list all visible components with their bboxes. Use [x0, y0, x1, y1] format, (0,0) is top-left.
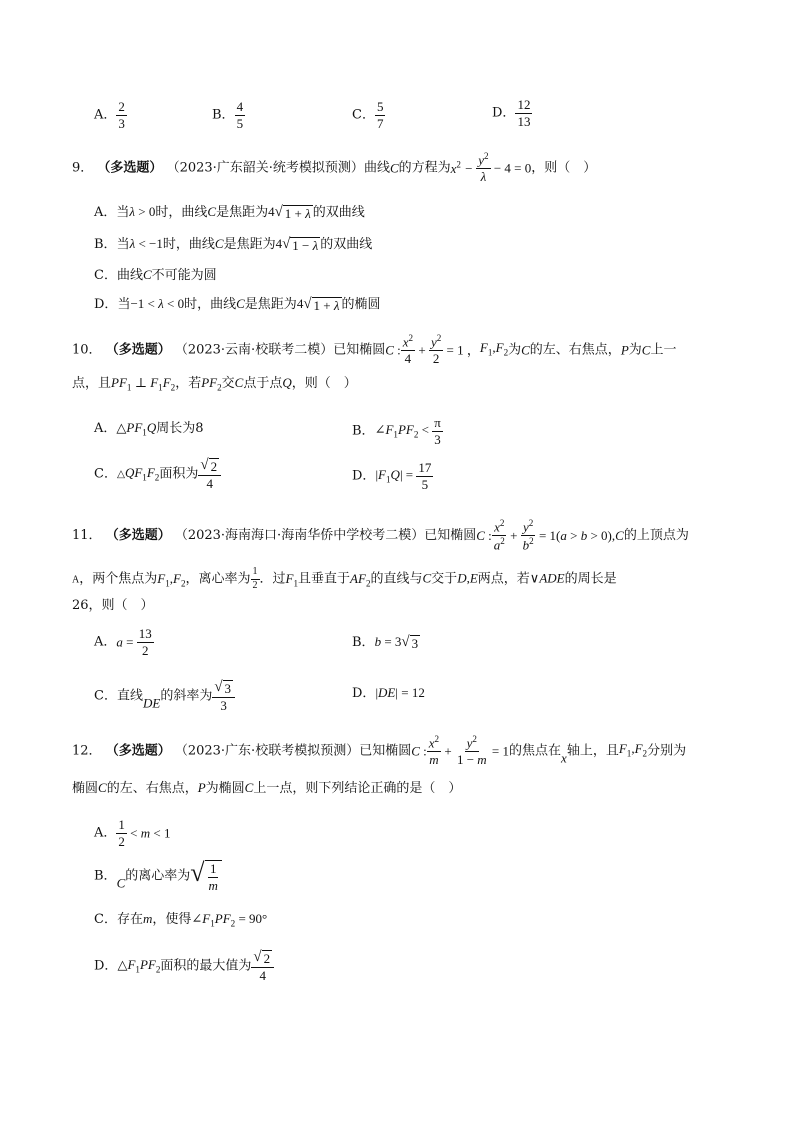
- math: $\angle F_1PF_2 = 90^\circ$: [191, 911, 268, 929]
- option-text: 的双曲线: [320, 237, 373, 252]
- math: λ < −1: [129, 236, 163, 251]
- denominator: 7: [376, 115, 384, 131]
- option-text: 是焦距为: [244, 297, 297, 312]
- math-C: C :: [476, 527, 492, 543]
- stem-text: ，若: [175, 376, 202, 391]
- stem-text: 交于: [431, 571, 458, 587]
- math-DE: DE: [142, 695, 161, 711]
- q10-stem: [72, 334, 676, 366]
- math: $\triangle F_1PF_2$: [117, 956, 161, 975]
- q9-option-a: [94, 205, 365, 221]
- fraction: [375, 100, 386, 130]
- q12-option-c: [94, 912, 267, 929]
- option-label: A．: [94, 634, 117, 650]
- option-label: D．: [94, 297, 118, 312]
- stem-text: ，则（ ）: [291, 376, 357, 391]
- math-C: C: [422, 570, 432, 586]
- q9-stem: [72, 152, 596, 184]
- math: $\angle F_1PF_2$ <: [374, 421, 429, 440]
- math: ∨ADE: [529, 570, 565, 586]
- math-plus: +: [441, 743, 455, 759]
- fraction: $\frac{y^2}{\lambda}$: [478, 151, 489, 184]
- option-text: 当: [116, 237, 130, 252]
- option-label: D．: [352, 686, 376, 701]
- question-number: 11．: [72, 527, 102, 543]
- math: $\triangle PF_1Q$: [116, 420, 157, 438]
- q11-option-b: [352, 635, 420, 651]
- stem-text: 的周长是: [564, 571, 617, 587]
- q11-option-d: [352, 686, 425, 700]
- math: D,E: [457, 570, 478, 586]
- stem-text: 已知椭圆: [424, 527, 477, 543]
- stem-text: 轴上，且: [566, 743, 619, 759]
- question-source: （2023·广东韶关·统考模拟预测）: [166, 160, 364, 176]
- option-label: C．: [94, 466, 117, 482]
- q9-option-c: [94, 268, 217, 282]
- math: $F_1,F_2$: [618, 741, 648, 760]
- q12-stem: [72, 735, 686, 767]
- math: |DE| = 12: [375, 685, 425, 700]
- option-label: B．: [94, 868, 117, 884]
- fraction: $\frac{y^2}{2}$: [430, 333, 442, 366]
- option-text: 是焦距为: [216, 205, 269, 220]
- math-C: C: [521, 342, 530, 358]
- math: −1 < λ < 0: [130, 296, 185, 311]
- fraction: $\frac{x^2}{a^2}$: [493, 518, 505, 553]
- math-P: P: [620, 342, 629, 358]
- fraction: $\frac{17}{5}$: [418, 460, 432, 492]
- math-eq: = 1 ，: [443, 342, 480, 358]
- stem-text: 且垂直于: [298, 571, 351, 587]
- q10-option-a: [94, 421, 204, 438]
- math: $\triangle QF_1F_2$: [116, 464, 160, 483]
- option-text: 的离心率为: [125, 868, 191, 884]
- stem-text: 椭圆: [72, 781, 99, 796]
- numerator: 4: [236, 99, 244, 114]
- fraction: $\frac{13}{2}$: [138, 626, 152, 658]
- option-label: D．: [352, 468, 376, 484]
- math: b = 3 √ 3: [374, 634, 419, 652]
- stem-text: 的左、右焦点，: [529, 342, 621, 358]
- math-P: P: [197, 780, 206, 795]
- math-sqrt: 4 √ 1 + λ: [296, 296, 340, 314]
- stem-text: 为: [628, 342, 642, 358]
- option-text: 周长为8: [156, 421, 204, 436]
- option-text: 是焦距为: [223, 237, 276, 252]
- math-C: C: [389, 160, 399, 176]
- math-C: C: [142, 267, 152, 282]
- math-sqrt: 4 √ 1 − λ: [275, 236, 319, 254]
- math: $|F_1Q|$ =: [375, 466, 417, 485]
- math-foci: $F_1,F_2$: [479, 340, 509, 359]
- option-label: C．: [94, 912, 117, 927]
- stem-text: 已知椭圆: [359, 743, 412, 759]
- q12-option-a: [94, 818, 170, 848]
- question-source: （2023·广东·校联考模拟预测）: [174, 743, 360, 759]
- stem-text: ，两个焦点为: [79, 571, 158, 587]
- option-label: D．: [492, 105, 516, 121]
- math: λ > 0: [129, 204, 156, 219]
- math-C: C: [214, 236, 224, 251]
- q10-option-c: [94, 458, 221, 490]
- fraction: $\frac{1}{2}$: [252, 566, 258, 591]
- option-text: 当: [116, 205, 130, 220]
- option-label: B．: [352, 423, 375, 439]
- math-C: C: [116, 875, 126, 891]
- math-A: A: [72, 574, 80, 586]
- fraction: [515, 98, 532, 128]
- question-tag: （多选题）: [105, 527, 171, 543]
- stem-text: 的左、右焦点，: [106, 781, 198, 796]
- q8-option-c: [352, 100, 385, 130]
- option-text: 直线: [116, 688, 143, 704]
- option-label: A．: [94, 205, 117, 220]
- math-C: C: [207, 204, 217, 219]
- math: $PF_2$: [201, 375, 222, 393]
- option-label: C．: [94, 688, 117, 704]
- denominator: 3: [118, 115, 125, 131]
- question-number: 10．: [72, 342, 102, 358]
- fraction: $\frac{\pi}{3}$: [434, 415, 441, 447]
- stem-text: 已知椭圆: [333, 342, 386, 358]
- q10-option-d: [352, 461, 433, 491]
- stem-text: 的上顶点为: [623, 527, 689, 543]
- fraction: $\frac{x^2}{m}$: [428, 734, 440, 767]
- question-tag: （多选题）: [105, 342, 171, 358]
- q12-stem-line2: [72, 781, 461, 795]
- fraction: √ 3 3: [212, 680, 235, 712]
- q11-stem-line2: [72, 567, 617, 591]
- option-label: D．: [94, 958, 118, 974]
- option-text: 的椭圆: [341, 297, 381, 312]
- math-equation: $x^2$ −: [450, 159, 477, 176]
- option-label: A．: [94, 107, 117, 123]
- math-C: C: [234, 375, 244, 390]
- option-label: A．: [94, 825, 117, 841]
- stem-text: 曲线: [363, 160, 390, 176]
- stem-text: 为椭圆: [205, 781, 245, 796]
- option-label: B．: [94, 237, 117, 252]
- fraction: $\frac{y^2}{b^2}$: [522, 518, 534, 553]
- stem-text: ，离心率为: [185, 571, 251, 587]
- option-label: C．: [352, 107, 375, 123]
- q10-option-b: [352, 416, 443, 446]
- q11-stem-line3: [72, 599, 154, 612]
- question-tag: （多选题）: [105, 743, 171, 759]
- question-source: （2023·云南·校联考二模）: [174, 342, 334, 358]
- option-text: 当: [117, 297, 131, 312]
- q10-stem-line2: [72, 376, 357, 393]
- question-number: 12．: [72, 743, 102, 759]
- math-C: C :: [411, 743, 427, 759]
- stem-text: 交: [221, 376, 235, 391]
- q11-option-a: [94, 627, 154, 657]
- stem-text: 上一点，则下列结论正确的是（ ）: [253, 781, 462, 796]
- stem-text: 26，则（ ）: [72, 598, 154, 613]
- option-label: B．: [352, 635, 375, 650]
- math: $F_1,F_2$: [157, 570, 186, 589]
- math: $F_1$: [285, 570, 299, 589]
- math-x: x: [561, 750, 567, 766]
- stem-text: 点于点: [243, 376, 283, 391]
- stem-text: 分别为: [647, 743, 687, 759]
- option-text: 时，曲线: [184, 297, 237, 312]
- numerator: 5: [376, 99, 384, 114]
- option-label: B．: [212, 107, 235, 123]
- math-sqrt: √ $\frac{1}{m}$: [190, 860, 222, 892]
- math-Q: Q: [282, 375, 292, 390]
- option-text: 面积为: [159, 466, 199, 482]
- option-text: 时，曲线: [155, 205, 208, 220]
- option-text: 的双曲线: [312, 205, 365, 220]
- question-source: （2023·海南海口·海南华侨中学校考二模）: [174, 527, 425, 543]
- stem-text: 的焦点在: [509, 743, 562, 759]
- math-condition: = 1(a > b > 0),C: [535, 527, 624, 543]
- math-m: m: [142, 911, 153, 926]
- fraction: [116, 100, 127, 130]
- math-C: C :: [385, 342, 401, 358]
- option-text: ，使得: [152, 912, 192, 927]
- stem-text: 为: [508, 342, 522, 358]
- stem-text: 两点，若: [477, 571, 530, 587]
- stem-text: 点，且: [72, 376, 112, 391]
- q12-option-b: [94, 860, 222, 892]
- numerator: 2: [118, 99, 125, 114]
- math-C: C: [236, 296, 245, 311]
- stem-text: ，则（ ）: [531, 160, 597, 176]
- math-equation-rest: − 4 = 0: [490, 160, 532, 176]
- stem-text: 的直线与: [370, 571, 423, 587]
- option-text: 存在: [116, 912, 143, 927]
- math: < m < 1: [126, 825, 171, 841]
- fraction: $\frac{1}{2}$: [118, 817, 125, 849]
- q9-option-d: [94, 297, 381, 313]
- math-C: C: [641, 342, 651, 358]
- denominator: 5: [236, 115, 244, 131]
- option-text: 曲线: [116, 268, 143, 283]
- q8-option-b: [212, 100, 245, 130]
- numerator: 12: [517, 97, 531, 112]
- option-text: 面积的最大值为: [160, 958, 252, 974]
- q9-option-b: [94, 237, 372, 253]
- option-text: 的斜率为: [160, 688, 213, 704]
- q8-option-d: [492, 98, 532, 128]
- fraction: $\frac{x^2}{4}$: [402, 333, 414, 366]
- question-number: 9．: [72, 160, 94, 176]
- math: $AF_2$: [350, 570, 371, 589]
- fraction: [235, 100, 246, 130]
- math-plus: +: [506, 527, 521, 543]
- q11-option-c: [94, 680, 235, 712]
- fraction: √ 2 4: [251, 950, 274, 982]
- option-text: 不可能为圆: [151, 268, 217, 283]
- stem-text: 的方程为: [398, 160, 451, 176]
- fraction: √ 2 4: [198, 458, 221, 490]
- q11-stem: [72, 519, 689, 552]
- math-C: C: [98, 780, 107, 795]
- option-text: 时，曲线: [162, 237, 215, 252]
- option-label: C．: [94, 268, 117, 283]
- stem-text: 上一: [650, 342, 677, 358]
- option-label: A．: [94, 421, 117, 436]
- math-sqrt: 4 √ 1 + λ: [268, 204, 311, 222]
- math-plus: +: [415, 342, 429, 358]
- math-eq: = 1: [488, 743, 510, 759]
- math: a =: [116, 634, 137, 650]
- math: $PF_1$ ⊥ $F_1F_2$: [111, 375, 176, 393]
- stem-text: ．过: [259, 571, 286, 587]
- q8-option-a: [94, 100, 127, 130]
- question-tag: （多选题）: [97, 160, 163, 176]
- q12-option-d: [94, 950, 274, 982]
- math-C: C: [244, 780, 254, 795]
- denominator: 13: [517, 113, 531, 129]
- fraction: $\frac{y^2}{1 - m}$: [456, 734, 487, 767]
